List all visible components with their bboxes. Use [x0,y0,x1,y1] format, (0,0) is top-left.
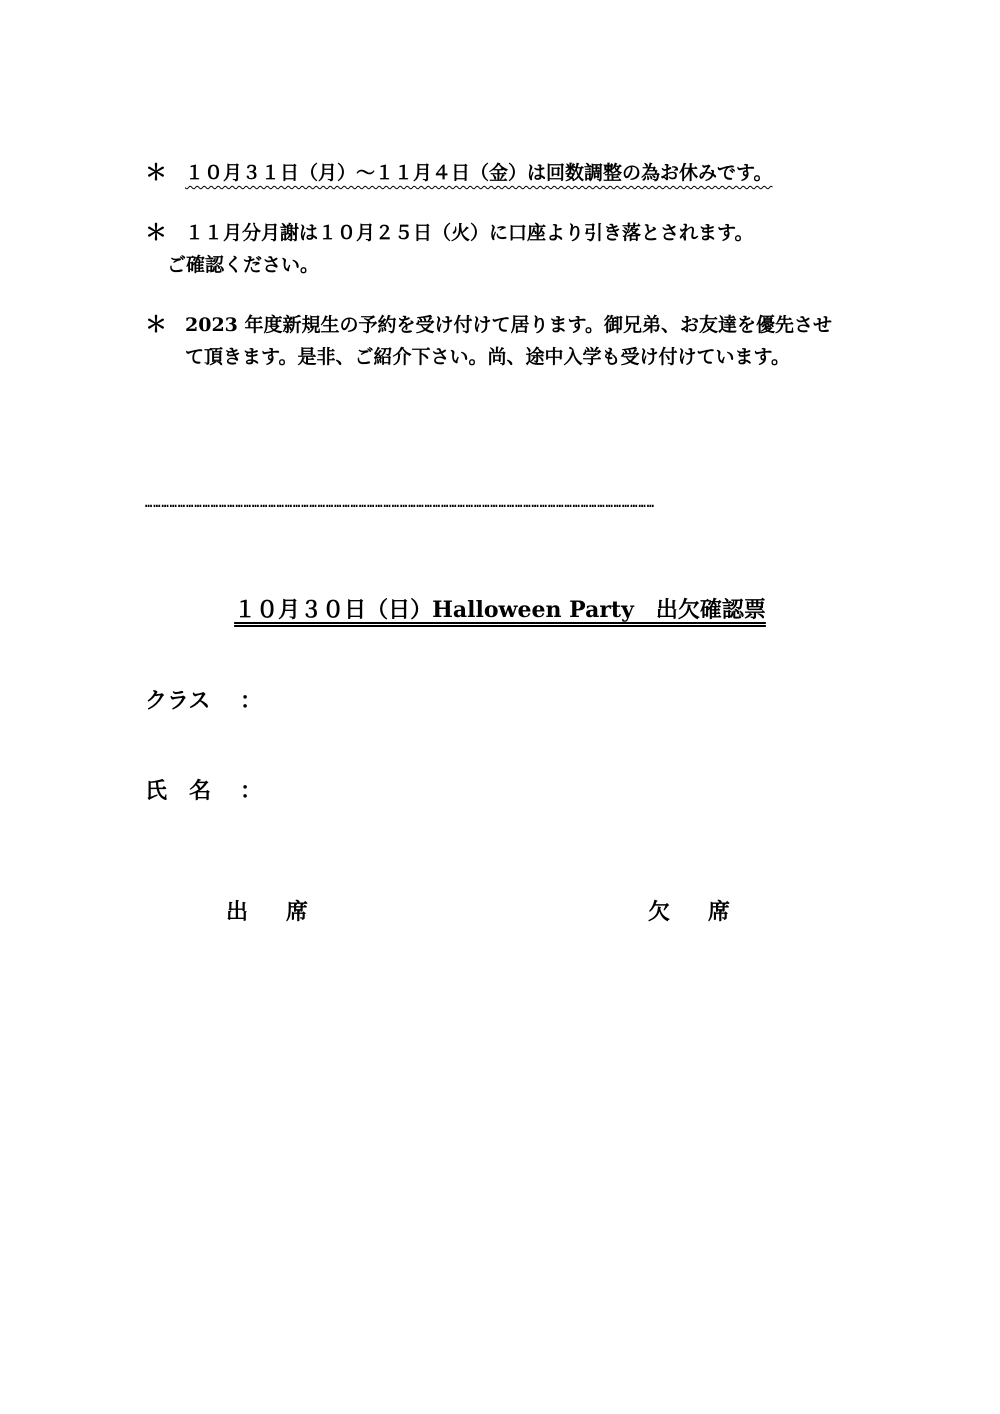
cut-line: …………………………………………………………………………………………………………………………………………………………………… [145,496,655,510]
note-enrollment-text-cont: て頂きます。是非、ご紹介下さい。尚、途中入学も受け付けています。 [185,346,790,368]
note-holiday [145,157,865,189]
note-tuition-text-cont: ご確認ください。 [167,254,320,276]
asterisk-bullet: ＊ [145,160,168,186]
form-title [0,594,1000,626]
note-tuition [145,217,865,281]
note-enrollment-text: 2023 年度新規生の予約を受け付けて居ります。御兄弟、お友達を優先させ [185,314,832,336]
name-field [145,775,262,807]
absent-option: 欠席 [648,899,769,925]
note-enrollment [145,309,865,373]
attend-option: 出席 [226,899,347,925]
name-colon: ： [240,778,263,804]
class-colon: ： [240,688,263,714]
form-title-text: １０月３０日（日）Halloween Party 出欠確認票 [234,597,766,623]
note-holiday-text: １０月３１日（月）～１１月４日（金）は回数調整の為お休みです。 [185,162,773,184]
name-label: 氏 名 [145,778,212,804]
class-field [145,685,262,717]
asterisk-bullet: ＊ [145,312,168,338]
note-tuition-text: １１月分月謝は１０月２５日（火）に口座より引き落とされます。 [185,222,754,244]
asterisk-bullet: ＊ [145,220,168,246]
class-label: クラス [145,688,211,714]
